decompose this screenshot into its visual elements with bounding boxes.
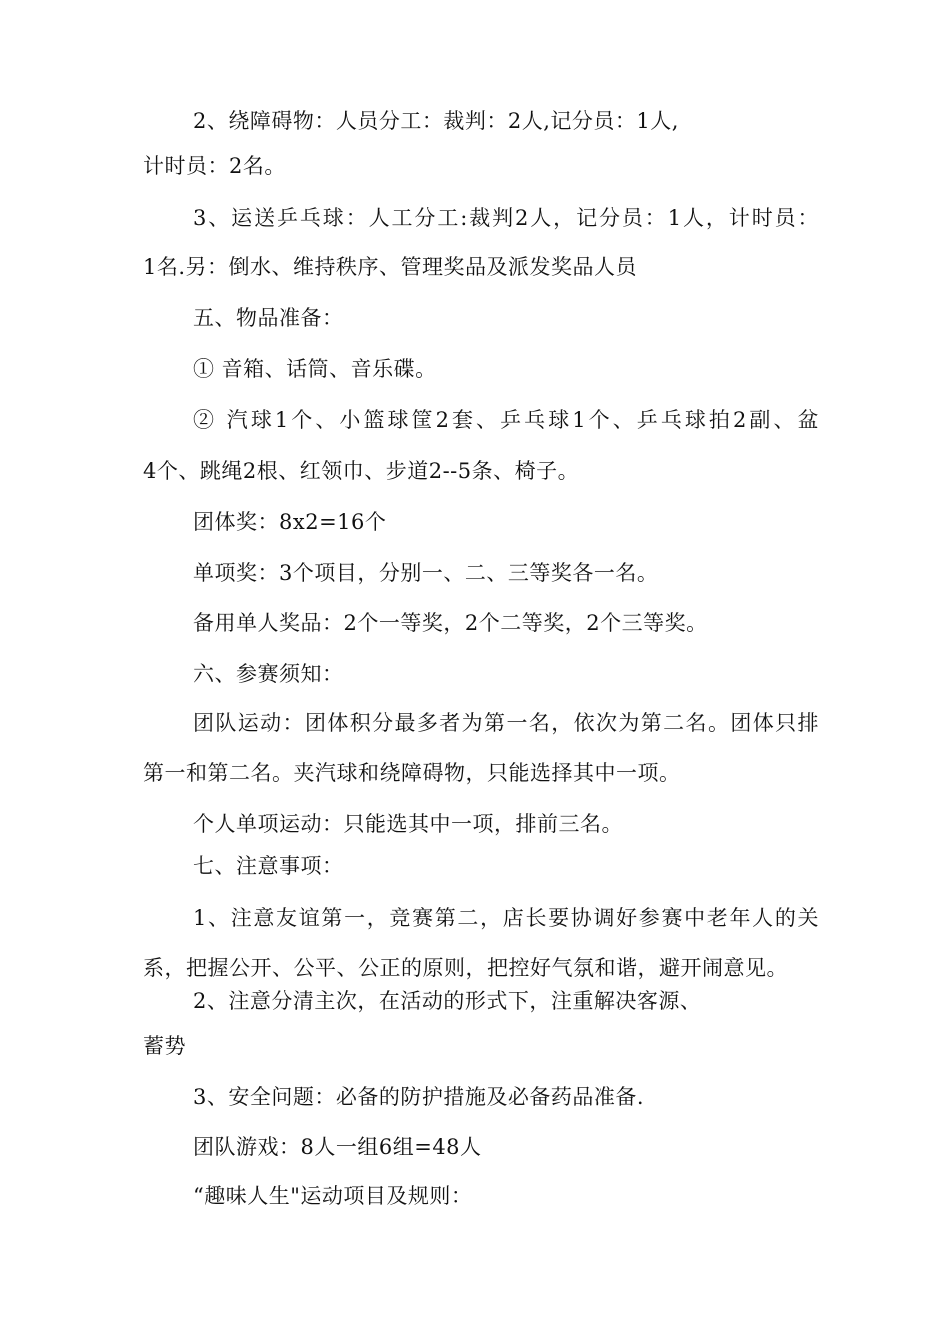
list-item: ① 音箱、话筒、音乐碟。 [193, 357, 437, 381]
paragraph-line: 1名.另：倒水、维持秩序、管理奖品及派发奖品人员 [143, 255, 638, 279]
paragraph-line: 4个、跳绳2根、红领巾、步道2--5条、椅子。 [143, 459, 580, 483]
list-item: ② 汽球1个、小篮球筐2套、乒乓球1个、乒乓球拍2副、盆 [193, 408, 819, 432]
paragraph-line: 备用单人奖品：2个一等奖，2个二等奖，2个三等奖。 [193, 611, 708, 635]
paragraph-line: 团队游戏：8人一组6组=48人 [193, 1135, 482, 1159]
paragraph-line: 团队运动：团体积分最多者为第一名，依次为第二名。团体只排 [193, 711, 819, 735]
paragraph-line: 系，把握公开、公平、公正的原则，把控好气氛和谐，避开闹意见。 [143, 956, 788, 980]
paragraph-line: 3、安全问题：必备的防护措施及必备药品准备. [193, 1085, 645, 1109]
paragraph-line: 2、绕障碍物：人员分工：裁判：2人,记分员：1人, [193, 109, 679, 133]
paragraph-line: 蓄势 [143, 1034, 186, 1058]
paragraph-line: “趣味人生"运动项目及规则： [193, 1184, 473, 1208]
paragraph-line: 3、运送乒乓球：人工分工:裁判2人，记分员：1人，计时员： [193, 206, 819, 230]
section-heading: 七、注意事项： [193, 854, 344, 878]
paragraph-line: 单项奖：3个项目，分别一、二、三等奖各一名。 [193, 561, 659, 585]
paragraph-line: 2、注意分清主次，在活动的形式下，注重解决客源、 [193, 989, 702, 1013]
paragraph-line: 1、注意友谊第一，竞赛第二，店长要协调好参赛中老年人的关 [193, 906, 819, 930]
paragraph-line: 个人单项运动：只能选其中一项，排前三名。 [193, 812, 623, 836]
paragraph-line: 团体奖：8x2=16个 [193, 510, 387, 534]
paragraph-line: 计时员：2名。 [143, 154, 286, 178]
section-heading: 五、物品准备： [193, 306, 344, 330]
paragraph-line: 第一和第二名。夹汽球和绕障碍物，只能选择其中一项。 [143, 761, 681, 785]
section-heading: 六、参赛须知： [193, 662, 344, 686]
